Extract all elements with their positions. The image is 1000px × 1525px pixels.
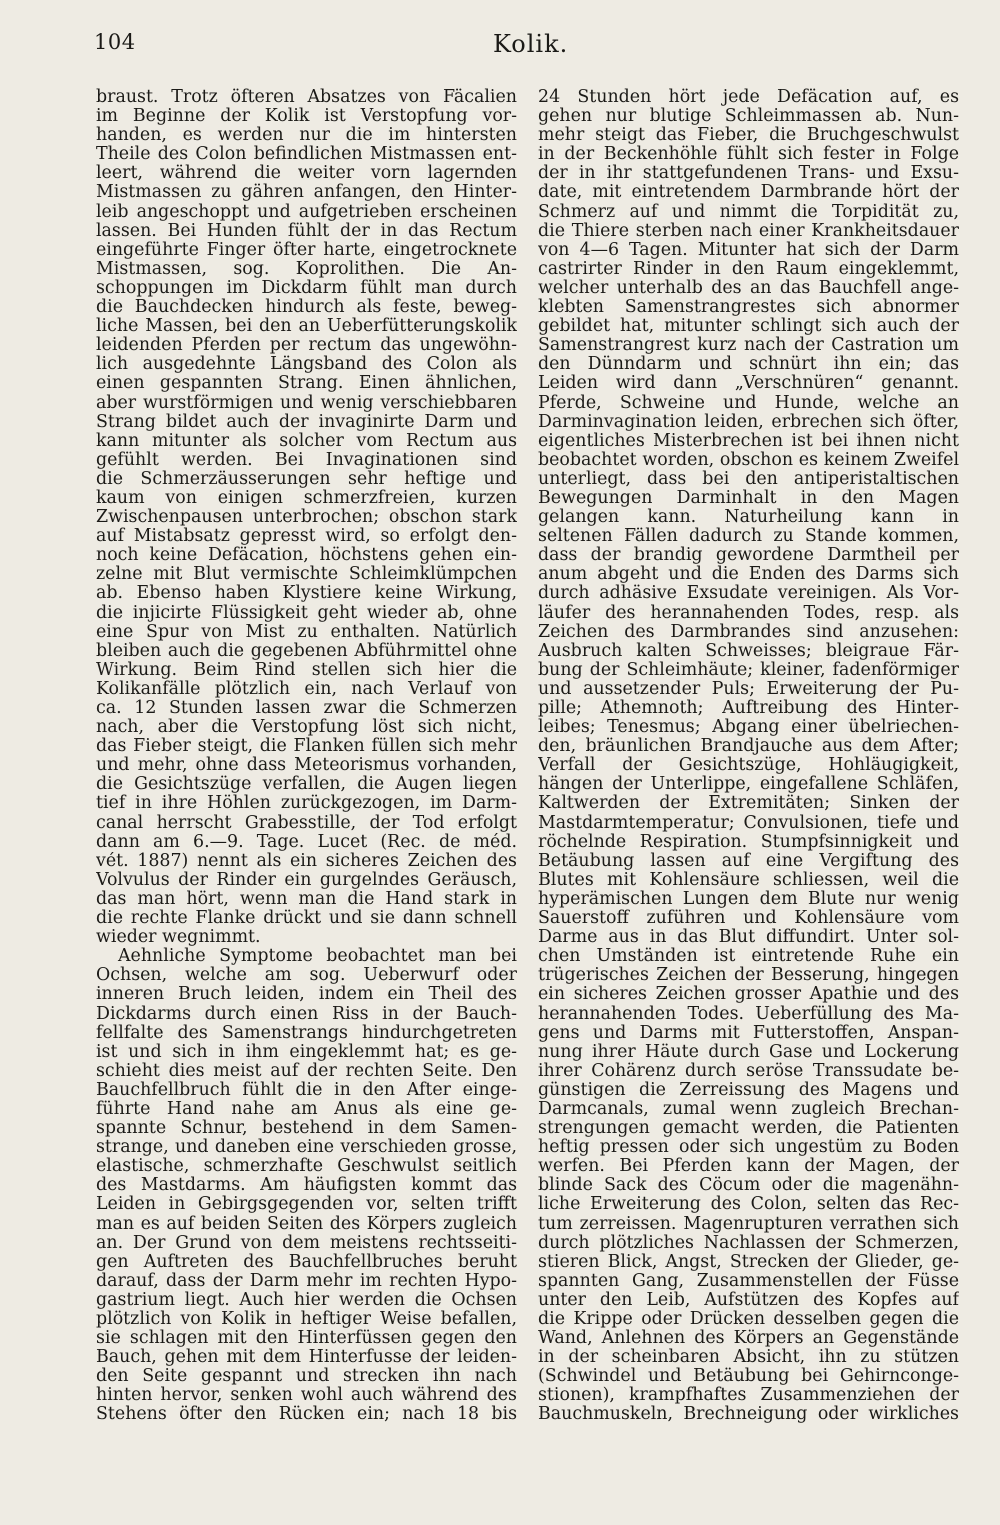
text-line: die Schmerzäusserungen sehr heftige und	[96, 469, 517, 489]
text-line: dass der brandig gewordene Darmtheil per	[538, 546, 959, 566]
text-line: hinten hervor, senken wohl auch während des	[96, 1386, 517, 1406]
text-line: eingeführte Finger öfter harte, eingetrocknete	[96, 240, 517, 260]
text-line: tum zerreissen. Magenrupturen verrathen sich	[538, 1214, 959, 1234]
text-line: Blutes mit Kohlensäure schliessen, weil die	[538, 870, 959, 890]
text-line: Theile des Colon befindlichen Mistmassen ent-	[96, 145, 517, 165]
text-line: ist und sich in ihm eingeklemmt hat; es ge-	[96, 1042, 517, 1062]
text-line: plötzlich von Kolik in heftiger Weise befallen,	[96, 1310, 517, 1329]
text-line: führte Hand nahe am Anus als eine ge-	[96, 1099, 517, 1119]
text-line: Leiden in Gebirgsgegenden vor, selten trifft	[96, 1195, 517, 1215]
text-line: zelne mit Blut vermischte Schleimklümpchen	[96, 565, 517, 585]
text-line: stieren Blick, Angst, Strecken der Glieder, ge-	[538, 1252, 959, 1272]
text-line: gens und Darms mit Futterstoffen, Anspan-	[538, 1023, 959, 1043]
text-line: pille; Athemnoth; Auftreibung des Hinter-	[538, 699, 959, 718]
text-line: man es auf beiden Seiten des Körpers zugleich	[96, 1214, 517, 1234]
text-line: kaum von einigen schmerzfreien, kurzen	[96, 488, 517, 508]
text-line: handen, es werden nur die im hintersten	[96, 126, 517, 146]
text-line: den, bräunlichen Brandjauche aus dem After;	[538, 737, 959, 757]
text-line: und mehr, ohne dass Meteorismus vorhanden,	[96, 756, 517, 776]
text-line: bleiben auch die gegebenen Abführmittel ohne	[96, 641, 517, 661]
text-line: röchelnde Respiration. Stumpfsinnigkeit und	[538, 832, 959, 852]
text-line: 24 Stunden hört jede Defäcation auf, es	[538, 88, 959, 107]
text-line: das Fieber steigt, die Flanken füllen sich mehr	[96, 737, 517, 757]
text-line: den Dünndarm und schnürt ihn ein; das	[538, 355, 959, 375]
text-line: auf Mistabsatz gepresst wird, so erfolgt den-	[96, 527, 517, 547]
text-line: canal herrscht Grabesstille, der Tod erfolgt	[96, 813, 517, 833]
text-line: dann am 6.—9. Tage. Lucet (Rec. de méd.	[96, 832, 517, 852]
text-line: mehr steigt das Fieber, die Bruchgeschwulst	[538, 126, 959, 146]
text-line: gelangen kann. Naturheilung kann in	[538, 508, 959, 528]
text-line: klebten Samenstrangrestes sich abnormer	[538, 298, 959, 318]
page-number: 104	[94, 30, 136, 54]
running-head-title: Kolik.	[493, 30, 569, 58]
text-line: lich ausgedehnte Längsband des Colon als	[96, 355, 517, 375]
text-line: die rechte Flanke drückt und sie dann schnell	[96, 909, 517, 929]
text-line: Darminvagination leiden, erbrechen sich öfter,	[538, 412, 959, 432]
text-line: einen gespannten Strang. Einen ähnlichen,	[96, 374, 517, 394]
text-line: gebildet hat, mitunter schlingt sich auch der	[538, 317, 959, 337]
text-line: schieht dies meist auf der rechten Seite. Den	[96, 1061, 517, 1081]
text-line: das man hört, wenn man die Hand stark in	[96, 889, 517, 909]
text-line: sie schlagen mit den Hinterfüssen gegen den	[96, 1329, 517, 1349]
text-line: spannte Schnur, bestehend in dem Samen-	[96, 1119, 517, 1139]
text-line: Wirkung. Beim Rind stellen sich hier die	[96, 660, 517, 680]
text-line: die Gesichtszüge verfallen, die Augen liegen	[96, 775, 517, 795]
text-line: Verfall der Gesichtszüge, Hohläugigkeit,	[538, 756, 959, 776]
text-line: Dickdarms durch einen Riss in der Bauch-	[96, 1004, 517, 1024]
text-line: fellfalte des Samenstrangs hindurchgetreten	[96, 1023, 517, 1043]
text-column-left	[96, 88, 517, 1425]
text-line: elastische, schmerzhafte Geschwulst seitlich	[96, 1157, 517, 1177]
text-line: Bauchfellbruch fühlt die in den After einge-	[96, 1080, 517, 1100]
text-line: ihrer Cohärenz durch seröse Transsudate be-	[538, 1061, 959, 1081]
text-line: (Schwindel und Betäubung bei Gehirnconge-	[538, 1367, 959, 1387]
text-line: gefühlt werden. Bei Invaginationen sind	[96, 450, 517, 470]
text-line: die Thiere sterben nach einer Krankheitsdauer	[538, 221, 959, 241]
text-line: Mistmassen, sog. Koprolithen. Die An-	[96, 259, 517, 279]
text-line: Leiden wird dann „Verschnüren“ genannt.	[538, 374, 959, 394]
text-line: noch keine Defäcation, höchstens gehen ein-	[96, 546, 517, 566]
text-line: durch plötzliches Nachlassen der Schmerzen,	[538, 1233, 959, 1253]
text-line: Kolikanfälle plötzlich ein, nach Verlauf von	[96, 679, 517, 699]
text-line: Samenstrangrest kurz nach der Castration um	[538, 336, 959, 356]
text-line: Mastdarmtemperatur; Convulsionen, tiefe und	[538, 813, 959, 833]
text-line: die Krippe oder Drücken desselben gegen die	[538, 1310, 959, 1329]
text-line: die Bauchdecken hindurch als feste, beweg-	[96, 298, 517, 318]
text-line: aber wurstförmigen und wenig verschiebbaren	[96, 393, 517, 413]
text-line: an. Der Grund von dem meistens rechtsseiti-	[96, 1233, 517, 1253]
text-line: wieder wegnimmt.	[96, 928, 261, 948]
text-line: Ausbruch kalten Schweisses; bleigraue Fär-	[538, 641, 959, 661]
text-line: anum abgeht und die Enden des Darms sich	[538, 565, 959, 585]
text-line: leibes; Tenesmus; Abgang einer übelriechen-	[538, 718, 959, 738]
text-line: liche Massen, bei den an Ueberfütterungskolik	[96, 317, 517, 337]
text-line: heftig pressen oder sich ungestüm zu Boden	[538, 1138, 959, 1158]
text-line: Bewegungen Darminhalt in den Magen	[538, 488, 959, 508]
text-line: Strang bildet auch der invaginirte Darm und	[96, 412, 517, 432]
text-line: der in ihr stattgefundenen Trans- und Exsu-	[538, 164, 959, 184]
text-line: strange, und daneben eine verschieden grosse,	[96, 1138, 517, 1158]
text-line: Mistmassen zu gähren anfangen, den Hinter-	[96, 183, 517, 203]
text-line: schoppungen im Dickdarm fühlt man durch	[96, 278, 517, 298]
text-line: den Seite gespannt und strecken ihn nach	[96, 1367, 517, 1387]
text-line: spannten Gang, Zusammenstellen der Füsse	[538, 1271, 959, 1291]
text-line: bung der Schleimhäute; kleiner, fadenförmiger	[538, 660, 959, 680]
text-line: in der scheinbaren Absicht, ihn zu stützen	[538, 1348, 959, 1368]
text-line: braust. Trotz öfteren Absatzes von Fäcalien	[96, 88, 517, 107]
text-line: kann mitunter als solcher vom Rectum aus	[96, 431, 517, 451]
text-line: Sauerstoff zuführen und Kohlensäure vom	[538, 909, 959, 929]
text-line: herannahenden Todes. Ueberfüllung des Ma-	[538, 1004, 959, 1024]
text-line: läufer des herannahenden Todes, resp. als	[538, 603, 959, 623]
text-line: werfen. Bei Pferden kann der Magen, der	[538, 1157, 959, 1177]
text-line: chen Umständen ist eintretende Ruhe ein	[538, 947, 959, 967]
text-line: welcher unterhalb des an das Bauchfell ange-	[538, 278, 959, 298]
text-line: Aehnliche Symptome beobachtet man bei	[118, 947, 517, 967]
text-line: eine Spur von Mist zu enthalten. Natürlich	[96, 622, 517, 642]
text-line: tief in ihre Höhlen zurückgezogen, im Darm-	[96, 794, 517, 814]
text-line: leert, während die weiter vorn lagernden	[96, 164, 517, 184]
text-line: des Mastdarms. Am häufigsten kommt das	[96, 1176, 517, 1196]
text-line: hängen der Unterlippe, eingefallene Schläfen,	[538, 775, 959, 795]
text-line: in der Beckenhöhle fühlt sich fester in Folge	[538, 145, 959, 165]
text-line: blinde Sack des Cöcum oder die magenähn-	[538, 1176, 959, 1196]
text-line: die injicirte Flüssigkeit geht wieder ab, ohne	[96, 603, 517, 623]
text-line: date, mit eintretendem Darmbrande hört der	[538, 183, 959, 203]
text-line: Schmerz auf und nimmt die Torpidität zu,	[538, 202, 959, 222]
text-line: vét. 1887) nennt als ein sicheres Zeichen des	[96, 851, 517, 871]
text-line: stionen), krampfhaftes Zusammenziehen der	[538, 1386, 959, 1406]
text-line: gehen nur blutige Schleimmassen ab. Nun-	[538, 107, 959, 127]
text-line: Zwischenpausen unterbrochen; obschon stark	[96, 508, 517, 528]
text-line: inneren Bruch leiden, indem ein Theil des	[96, 985, 517, 1005]
text-line: hyperämischen Lungen dem Blute nur wenig	[538, 889, 959, 909]
text-line: Volvulus der Rinder ein gurgelndes Geräusch,	[96, 870, 517, 890]
text-line: darauf, dass der Darm mehr im rechten Hypo-	[96, 1271, 517, 1291]
text-line: Kaltwerden der Extremitäten; Sinken der	[538, 794, 959, 814]
text-line: Bauch, gehen mit dem Hinterfusse der leiden-	[96, 1348, 517, 1368]
text-line: Ochsen, welche am sog. Ueberwurf oder	[96, 966, 517, 986]
text-line: Pferde, Schweine und Hunde, welche an	[538, 393, 959, 413]
text-line: Zeichen des Darmbrandes sind anzusehen:	[538, 622, 959, 642]
text-line: Bauchmuskeln, Brechneigung oder wirkliches	[538, 1405, 959, 1425]
text-line: im Beginne der Kolik ist Verstopfung vor-	[96, 107, 517, 127]
text-line: nach, aber die Verstopfung löst sich nicht,	[96, 718, 517, 738]
text-line: trügerisches Zeichen der Besserung, hingegen	[538, 966, 959, 986]
text-line: und aussetzender Puls; Erweiterung der Pu-	[538, 679, 959, 699]
text-line: strengungen gemacht werden, die Patienten	[538, 1119, 959, 1139]
text-line: liche Erweiterung des Colon, selten das Rec-	[538, 1195, 959, 1215]
text-line: unter den Leib, Aufstützen des Kopfes auf	[538, 1290, 959, 1310]
text-line: seltenen Fällen dadurch zu Stande kommen,	[538, 527, 959, 547]
text-line: von 4—6 Tagen. Mitunter hat sich der Darm	[538, 240, 959, 260]
text-line: Betäubung lassen auf eine Vergiftung des	[538, 851, 959, 871]
text-line: ca. 12 Stunden lassen zwar die Schmerzen	[96, 699, 517, 718]
text-line: eigentliches Misterbrechen ist bei ihnen nicht	[538, 431, 959, 451]
text-line: Stehens öfter den Rücken ein; nach 18 bis	[96, 1405, 517, 1425]
text-line: Darme aus in das Blut diffundirt. Unter sol-	[538, 928, 959, 948]
text-line: unterliegt, dass bei den antiperistaltischen	[538, 469, 959, 489]
text-line: leib angeschoppt und aufgetrieben erscheinen	[96, 202, 517, 222]
text-line: ab. Ebenso haben Klystiere keine Wirkung,	[96, 584, 517, 604]
text-line: gastrium liegt. Auch hier werden die Ochsen	[96, 1290, 517, 1310]
text-line: lassen. Bei Hunden fühlt der in das Rectum	[96, 221, 517, 241]
text-line: durch adhäsive Exsudate vereinigen. Als Vor-	[538, 584, 959, 604]
text-line: leidenden Pferden per rectum das ungewöhn-	[96, 336, 517, 356]
text-line: ein sicheres Zeichen grosser Apathie und des	[538, 985, 959, 1005]
text-line: Darmcanals, zumal wenn zugleich Brechan-	[538, 1099, 959, 1119]
text-line: gen Auftreten des Bauchfellbruches beruht	[96, 1252, 517, 1272]
text-line: Wand, Anlehnen des Körpers an Gegenstände	[538, 1329, 959, 1349]
text-line: günstigen die Zerreissung des Magens und	[538, 1080, 959, 1100]
text-line: beobachtet worden, obschon es keinem Zweifel	[538, 450, 959, 470]
text-line: castrirter Rinder in den Raum eingeklemmt,	[538, 259, 959, 279]
text-line: nung ihrer Häute durch Gase und Lockerung	[538, 1042, 959, 1062]
text-column-right	[538, 88, 959, 1425]
